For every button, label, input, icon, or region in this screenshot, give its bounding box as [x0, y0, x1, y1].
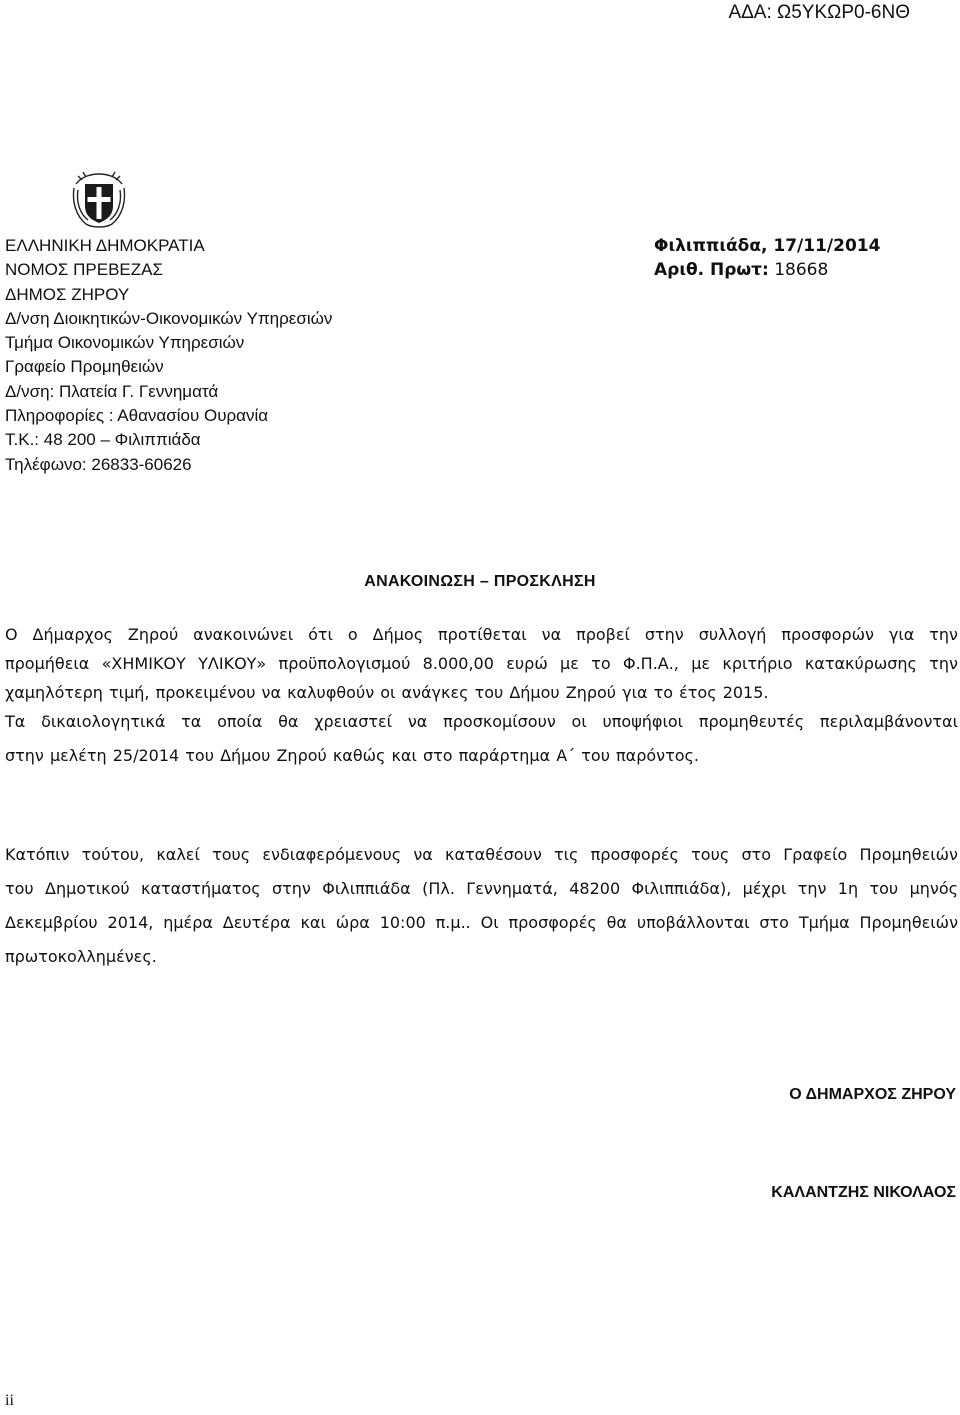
protocol-line	[654, 258, 880, 282]
issuer-line: Τηλέφωνο: 26833-60626	[5, 454, 192, 474]
document-title: ΑΝΑΚΟΙΝΩΣΗ – ΠΡΟΣΚΛΗΣΗ	[364, 573, 596, 590]
issuer-line: Δ/νση Διοικητικών-Οικονομικών Υπηρεσιών	[5, 308, 333, 328]
issuer-line: Δ/νση: Πλατεία Γ. Γεννηματά	[5, 381, 219, 401]
issuer-block	[5, 234, 332, 477]
signer-name: ΚΑΛΑΝΤΖΗΣ ΝΙΚΟΛΑΟΣ	[771, 1184, 956, 1201]
paragraph-line: Δεκεμβρίου 2014, ημέρα Δευτέρα και ώρα 10:00 π.μ.. Οι προσφορές θα υποβάλλονται στο Τμήμα Προμηθειών	[5, 913, 958, 932]
paragraph-line: Τα δικαιολογητικά τα οποία θα χρειαστεί να προσκομίσουν οι υποψήφιοι προμηθευτές περιλαμβάνονται	[5, 712, 958, 731]
paragraph-line: στην μελέτη 25/2014 του Δήμου Ζηρού καθώς και στο παράρτημα Α΄ του παρόντος.	[5, 746, 699, 765]
issuer-line: ΝΟΜΟΣ ΠΡΕΒΕΖΑΣ	[5, 260, 163, 280]
greek-coat-of-arms-icon	[72, 170, 126, 230]
document-date: Φιλιππιάδα, 17/11/2014	[654, 236, 881, 256]
paragraph-line: του Δημοτικού καταστήματος στην Φιλιππιάδα (Πλ. Γεννηματά, 48200 Φιλιππιάδα), μέχρι την 1η του μηνός	[5, 879, 958, 898]
protocol-number: 18668	[774, 260, 829, 281]
paragraph-line: Ο Δήμαρχος Ζηρού ανακοινώνει ότι ο Δήμος προτίθεται να προβεί στην συλλογή προσφορών για την	[5, 625, 958, 644]
paragraph-announcement	[5, 620, 958, 707]
issuer-line: Γραφείο Προμηθειών	[5, 357, 164, 377]
signer-role: Ο ΔΗΜΑΡΧΟΣ ΖΗΡΟΥ	[789, 1086, 956, 1103]
paragraph-line: προμήθεια «ΧΗΜΙΚΟΥ ΥΛΙΚΟΥ» προϋπολογισμού 8.000,00 ευρώ με το Φ.Π.Α., με κριτήριο κατακύρωσης την	[5, 654, 958, 673]
page-mark: ii	[5, 1392, 14, 1409]
paragraph-invitation	[5, 838, 958, 974]
ada-code: ΑΔΑ: Ω5ΥΚΩΡ0-6ΝΘ	[728, 2, 910, 23]
issuer-line: ΔΗΜΟΣ ΖΗΡΟΥ	[5, 284, 130, 304]
paragraph-line: Κατόπιν τούτου, καλεί τους ενδιαφερόμενους να καταθέσουν τις προσφορές τους στο Γραφείο Προμηθειών	[5, 845, 958, 864]
paragraph-line: πρωτοκολλημένες.	[5, 947, 157, 966]
paragraph-line: χαμηλότερη τιμή, προκειμένου να καλυφθούν οι ανάγκες του Δήμου Ζηρού για το έτος 2015.	[5, 683, 769, 702]
issuer-line: Τ.Κ.: 48 200 – Φιλιππιάδα	[5, 430, 201, 450]
issuer-line: Τμήμα Οικονομικών Υπηρεσιών	[5, 333, 245, 353]
protocol-label: Αριθ. Πρωτ:	[654, 260, 769, 281]
document-meta	[654, 234, 880, 283]
issuer-line: Πληροφορίες : Αθανασίου Ουρανία	[5, 406, 269, 426]
paragraph-documents	[5, 705, 958, 773]
issuer-line: ΕΛΛΗΝΙΚΗ ΔΗΜΟΚΡΑΤΙΑ	[5, 236, 205, 255]
